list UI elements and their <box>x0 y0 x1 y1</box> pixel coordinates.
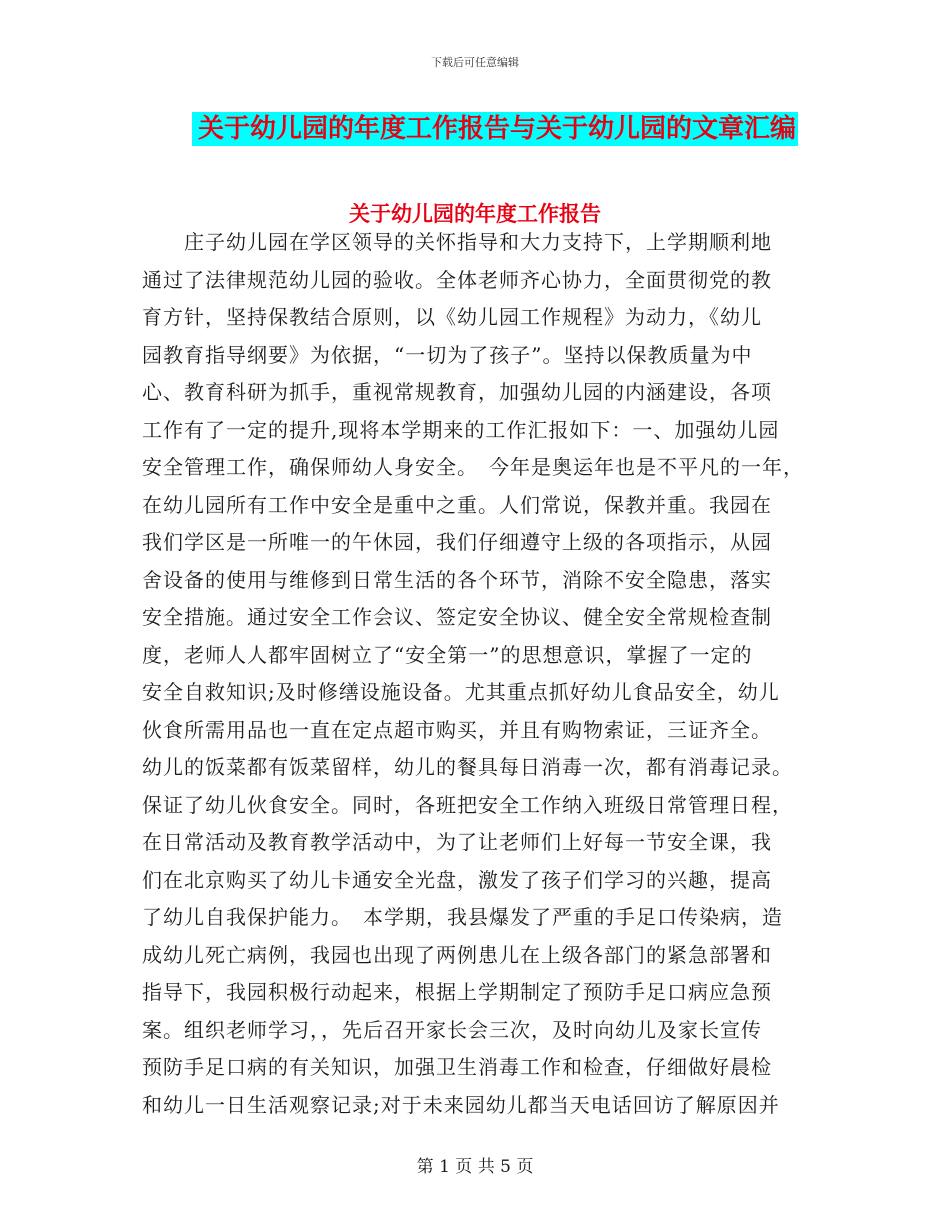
body-line: 育方针，坚持保教结合原则，以《幼儿园工作规程》为动力，《幼儿 <box>142 305 762 329</box>
body-line: 工作有了一定的提升,现将本学期来的工作汇报如下：一、加强幼儿园 <box>142 417 780 442</box>
body-line: 庄子幼儿园在学区领导的关怀指导和大力支持下，上学期顺利地 <box>142 230 772 254</box>
document-title-container <box>0 112 950 146</box>
body-line: 在幼儿园所有工作中安全是重中之重。人们常说，保教并重。我园在 <box>142 492 772 517</box>
body-paragraph <box>142 224 822 1124</box>
page-number: 第 1 页 共 5 页 <box>416 1157 534 1177</box>
document-title: 关于幼儿园的年度工作报告与关于幼儿园的文章汇编 <box>192 112 798 146</box>
body-line: 心、教育科研为抓手，重视常规教育，加强幼儿园的内涵建设，各项 <box>142 380 772 404</box>
body-line: 在日常活动及教育教学活动中，为了让老师们上好每一节安全课，我 <box>142 830 772 854</box>
body-line: 安全措施。通过安全工作会议、签定安全协议、健全安全常规检查制 <box>142 605 772 629</box>
body-line: 幼儿的饭菜都有饭菜留样，幼儿的餐具每日消毒一次，都有消毒记录。 <box>142 755 793 779</box>
body-line: 通过了法律规范幼儿园的验收。全体老师齐心协力，全面贯彻党的教 <box>142 267 772 292</box>
body-line: 舍设备的使用与维修到日常生活的各个环节，消除不安全隐患，落实 <box>142 567 772 592</box>
body-line: 保证了幼儿伙食安全。同时，各班把安全工作纳入班级日常管理日程， <box>142 792 793 817</box>
body-line: 们在北京购买了幼儿卡通安全光盘，激发了孩子们学习的兴趣，提高 <box>142 867 772 892</box>
body-line: 度，老师人人都牢固树立了“安全第一”的思想意识，掌握了一定的 <box>142 642 753 667</box>
body-line: 安全自救知识;及时修缮设施设备。尤其重点抓好幼儿食品安全，幼儿 <box>142 680 780 704</box>
body-line: 预防手足口病的有关知识，加强卫生消毒工作和检查，仔细做好晨检 <box>142 1055 772 1079</box>
body-line: 和幼儿一日生活观察记录;对于未来园幼儿都当天电话回访了解原因并 <box>142 1092 780 1117</box>
section-title: 关于幼儿园的年度工作报告 <box>349 202 601 226</box>
body-line: 案。组织老师学习，，先后召开家长会三次，及时向幼儿及家长宣传 <box>142 1017 762 1042</box>
body-line: 我们学区是一所唯一的午休园，我们仔细遵守上级的各项指示，从园 <box>142 530 772 554</box>
page-header-note: 下载后可任意编辑 <box>431 56 519 69</box>
body-line: 安全管理工作，确保师幼人身安全。 今年是奥运年也是不平凡的一年， <box>142 455 804 479</box>
body-line: 成幼儿死亡病例，我园也出现了两例患儿在上级各部门的紧急部署和 <box>142 942 772 967</box>
body-line: 指导下，我园积极行动起来，根据上学期制定了预防手足口病应急预 <box>142 980 772 1004</box>
body-line: 伙食所需用品也一直在定点超市购买，并且有购物索证，三证齐全。 <box>142 717 772 742</box>
body-line: 园教育指导纲要》为依据，“一切为了孩子”。坚持以保教质量为中 <box>142 342 753 367</box>
body-line: 了幼儿自我保护能力。 本学期，我县爆发了严重的手足口传染病，造 <box>142 905 783 929</box>
